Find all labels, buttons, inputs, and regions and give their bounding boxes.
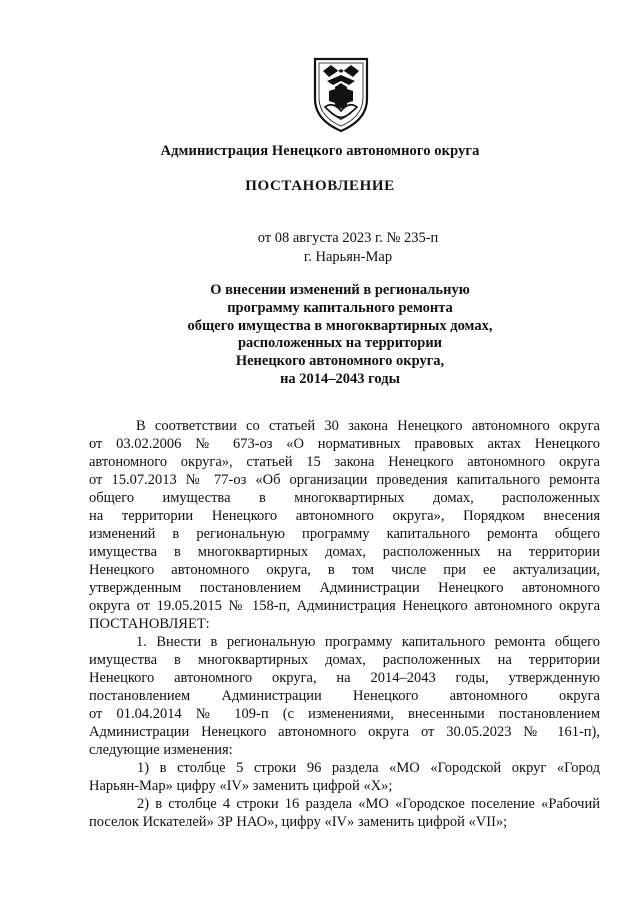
body-line: имущества в многоквартирных домах, расположенных на территории xyxy=(89,652,600,668)
item-1-paragraph xyxy=(89,633,600,759)
body-line: от 03.02.2006 № 673-оз «О нормативных правовых актах Ненецкого xyxy=(89,436,600,452)
body-line: изменений в региональную программу капитального ремонта общего xyxy=(89,526,600,542)
title-line: О внесении изменений в региональную xyxy=(210,282,470,298)
preamble-paragraph xyxy=(89,417,600,633)
body-line: утвержденным постановлением Администрации Ненецкого автономного xyxy=(89,580,600,596)
body-line: Администрации Ненецкого автономного округа от 30.05.2023 № 161-п), xyxy=(89,724,600,740)
body-line: округа от 19.05.2015 № 158-п, Администрация Ненецкого автономного округа xyxy=(89,598,600,614)
body-line: ПОСТАНОВЛЯЕТ: xyxy=(89,616,210,632)
organization-name: Администрация Ненецкого автономного округа xyxy=(160,143,480,159)
document-body xyxy=(89,417,600,831)
body-line: Нарьян-Мар» цифру «IV» заменить цифрой «X»; xyxy=(89,778,393,794)
body-line: постановлением Администрации Ненецкого автономного округа xyxy=(89,688,600,704)
document-type: ПОСТАНОВЛЕНИЕ xyxy=(245,178,395,194)
title-line: расположенных на территории xyxy=(237,335,443,352)
title-line: программу капитального ремонта xyxy=(227,299,453,316)
body-line: на территории Ненецкого автономного округа», Порядком внесения xyxy=(89,508,600,524)
body-line: имущества в многоквартирных домах, расположенных на территории xyxy=(89,544,600,560)
document-city: г. Нарьян-Мар xyxy=(303,249,393,265)
subitem-2-paragraph xyxy=(89,795,600,831)
title-line: на 2014–2043 годы xyxy=(280,370,400,387)
body-line: следующие изменения: xyxy=(89,742,233,758)
coat-of-arms-emblem xyxy=(309,55,373,133)
body-line: В соответствии со статьей 30 закона Ненецкого автономного округа xyxy=(136,418,600,434)
body-line: Ненецкого автономного округа, на 2014–2043 годы, утвержденную xyxy=(89,670,600,686)
body-line: 1) в столбце 5 строки 96 раздела «МО «Городской округ «Город xyxy=(137,760,600,776)
body-line: поселок Искателей» ЗР НАО», цифру «IV» заменить цифрой «VII»; xyxy=(89,814,508,830)
document-title xyxy=(20,282,640,389)
body-line: автономного округа», статьей 15 закона Ненецкого автономного округа xyxy=(89,454,600,470)
body-line: 1. Внести в региональную программу капитального ремонта общего xyxy=(136,634,600,650)
document-date-number: от 08 августа 2023 г. № 235-п xyxy=(257,230,439,246)
body-line: Ненецкого автономного округа, в том числе при ее актуализации, xyxy=(89,562,600,578)
body-line: общего имущества в многоквартирных домах, расположенных xyxy=(89,490,600,506)
body-line: от 01.04.2014 № 109-п (с изменениями, внесенными постановлением xyxy=(89,706,600,722)
body-line: от 15.07.2013 № 77-оз «Об организации проведения капитального ремонта xyxy=(89,472,600,488)
title-line: Ненецкого автономного округа, xyxy=(235,353,445,370)
subitem-1-paragraph xyxy=(89,759,600,795)
body-line: 2) в столбце 4 строки 16 раздела «МО «Городское поселение «Рабочий xyxy=(137,796,600,812)
title-line: общего имущества в многоквартирных домах, xyxy=(187,317,493,334)
